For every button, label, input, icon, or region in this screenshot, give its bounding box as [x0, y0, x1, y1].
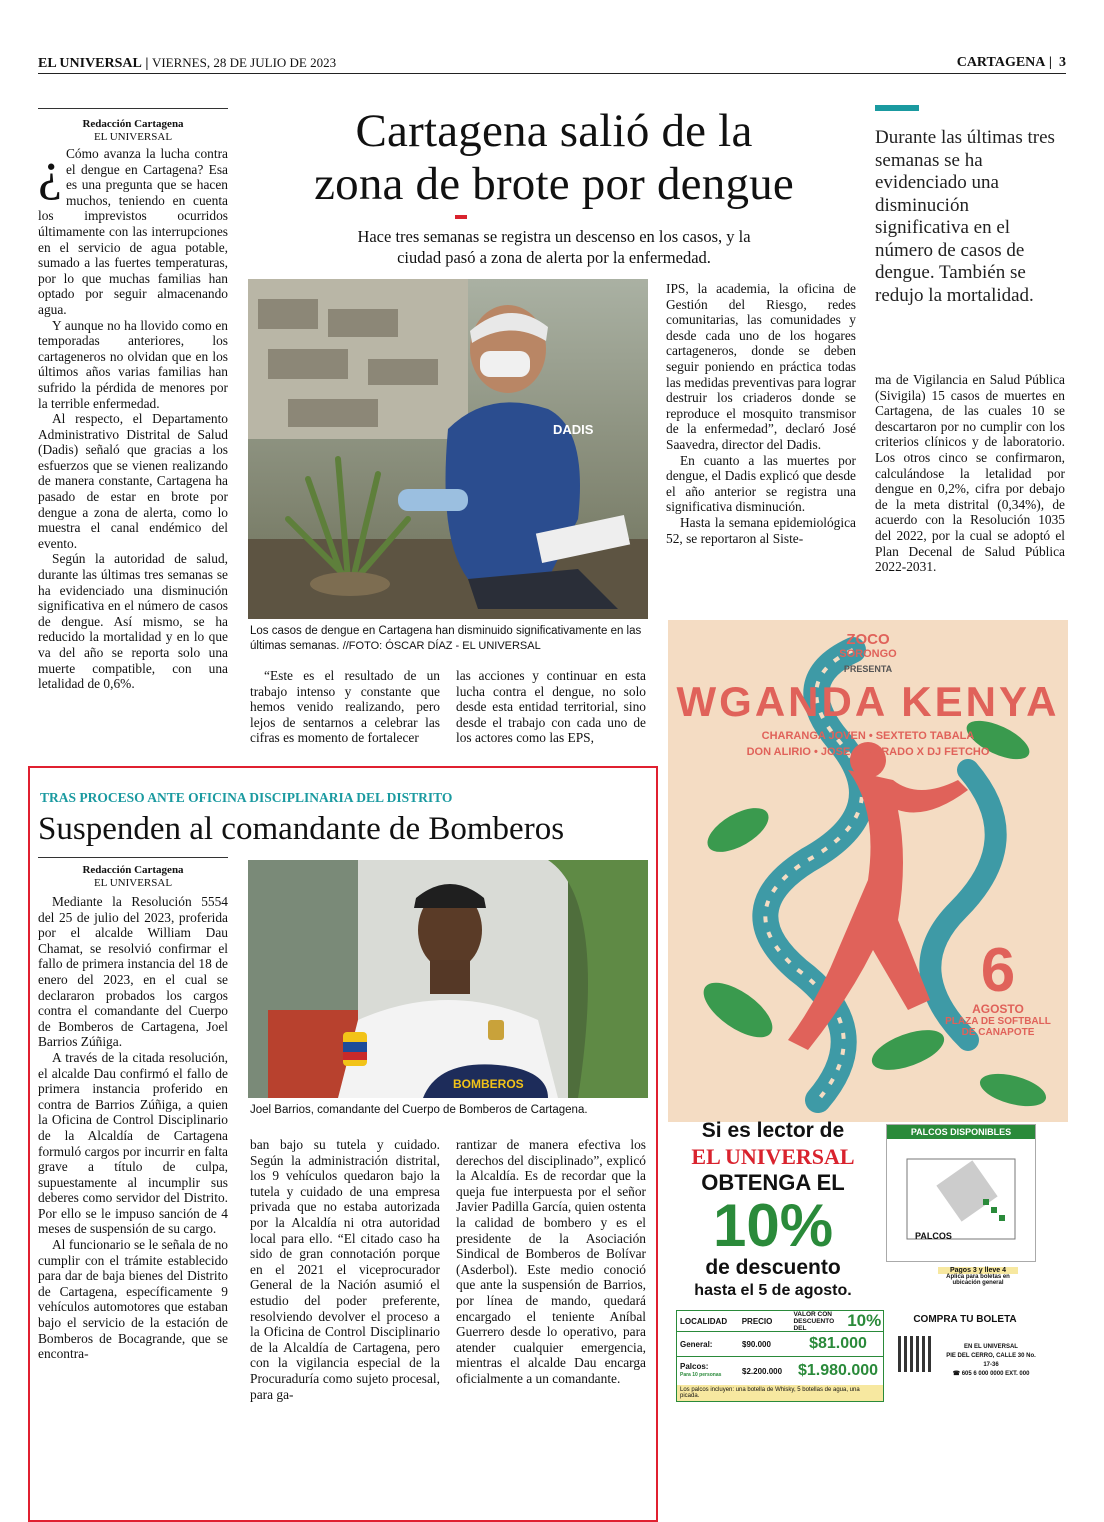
main-caption: Los casos de dengue en Cartagena han disminuido significativamente en las últimas semanas. //FOTO: ÓSCAR DÍAZ - EL UNIVERSAL [250, 625, 642, 652]
promo-text: Si es lector de EL UNIVERSAL OBTENGA EL 10% de descuento hasta el 5 de agosto. [691, 1119, 855, 1299]
dengue-photo [248, 279, 648, 619]
bomberos-kicker: TRAS PROCESO ANTE OFICINA DISCIPLINARIA DEL DISTRITO [40, 790, 453, 805]
buy-label: COMPRA TU BOLETA [913, 1314, 1017, 1325]
vest-logo: DADIS [553, 422, 594, 437]
ad-date: 6 AGOSTO PLAZA DE SOFTBALL DE CANAPOTE [945, 936, 1051, 1038]
venue-map [886, 1124, 1036, 1262]
page-header [38, 55, 1066, 73]
ad-lineup: CHARANGA JOVEN • SEXTETO TABALA DON ALIRIO • JOSE ALVARADO X DJ FETCHO [746, 730, 990, 758]
byline: Redacción Cartagena EL UNIVERSAL [82, 118, 184, 143]
photo-illustration [248, 279, 648, 619]
main-col1: ¿ Cómo avanza la lucha contra el dengue en Cartagena? Esa es una pregunta que se hacen muchos, teniendo en cuenta los imprevistos ocurridos últimamente con las interrupciones en el servicio de agua potable, sumado a las fuertes temperaturas, por lo que muchas familias han optado por seguir almacenando agua. Y aunque no ha llovido como en temporadas anteriores, los cartageneros no olvidan que en los últimos años varias familias han sufrido la pérdida de menores por la terrible enfermedad. Al respecto, el Departamento Administrativo Distrital de Salud (Dadis) señaló que gracias a los esfuerzos que se vienen realizando de manera constante, Cartagena ha pasado de estar en brote por dengue a zona de alerta, como lo muestra el canal endémico del evento. Según la autoridad de salud, durante las últimas tres semanas se ha evidenciado una disminución significativa en el número de casos de dengue. Así mismo, se ha reducido la mortalidad y en lo que va del año se reporta solo una muerte compatible, con una letalidad de 0,6%. [38, 141, 228, 692]
bomberos-byline-rule [38, 857, 228, 858]
ad-headliner: WGANDA KENYA [676, 678, 1060, 725]
address: EN EL UNIVERSAL PIE DEL CERRO, CALLE 30 No. 17-36 ☎ 605 6 000 0000 EXT. 000 [946, 1344, 1036, 1377]
header-sep: | [145, 56, 149, 71]
header-rule [38, 73, 1066, 74]
bomberos-col1: Mediante la Resolución 5554 del 25 de julio del 2023, proferida por el alcalde William Dau Chamat, se resolvió confirmar el fallo de primera instancia del 18 de enero del 2023, en el cual se declararon probados los cargos contra el comandante del Cuerpo de Bomberos de Cartagena, Joel Barrios Zúñiga. A través de la citada resolución, el alcalde Dau confirmó el fallo de primera instancia proferido en contra de Barrios Zúñiga, a quien la Oficina de Control Disciplinario de la Alcaldía de Cartagena formuló cargos por incurrir en falta grave a título de culpa, supuestamente al incumplir sus deberes como servidor del Distrito. Por ello se le impuso sanción de 4 meses de suspensión de su cargo. Al funcionario se le señala de no cumplir con el trámite establecido para dar de baja bienes del Distrito de Cartagena, específicamente 9 vehículos automotores que estaban bajo el servicio de la estación de Bomberos de Bocagrande, que se encontra- [38, 894, 228, 1362]
map-label: PALCOS [915, 1231, 952, 1241]
bomberos-title: Suspenden al comandante de Bomberos [38, 811, 565, 847]
paper-name: EL UNIVERSAL [38, 56, 142, 71]
bomberos-col3: rantizar de manera efectiva los derechos del disciplinado”, explicó la Alcaldía. Es de recordar que la queja fue interpuesta por el señor Javier Padilla García, quien ostenta la calidad de bombero y es el presidente de la Asociación Sindical de Bomberos de Bolívar (Asderbol). Este medio conoció que ante la suspensión de Barrios, por línea de mando, quedará encargado el teniente Aníbal Guerrero desde lo operativo, para atender cualquier emergencia, mientras el alcalde Dau encarga oficialmente a un comandante. [456, 1137, 646, 1386]
ad-brand: ZOCO SORONGO PRESENTA [839, 631, 897, 674]
deck: Hace tres semanas se registra un descenso en los casos, y la ciudad pasó a zona de alerta por la enfermedad. [357, 227, 751, 267]
map-title: PALCOS DISPONIBLES [887, 1125, 1035, 1139]
headline: Cartagena salió de la zona de brote por dengue [314, 105, 794, 210]
qr-code [898, 1336, 934, 1372]
bomberos-byline: Redacción Cartagena EL UNIVERSAL [82, 864, 184, 889]
pull-quote-accent [875, 105, 919, 111]
pay-box: Pagos 3 y lleve 4 Aplica para boletas en ubicación general [938, 1267, 1018, 1286]
bomberos-caption: Joel Barrios, comandante del Cuerpo de Bomberos de Cartagena. [250, 1104, 588, 1116]
price-table: LOCALIDAD PRECIO VALOR CON DESCUENTO DEL 10% General: $90.000 $81.000 Palcos: Para 10 personas $2.200.000 $1.980.000 Los palcos incluyen: una botella de Whisky, 5 botellas de agua, una picada. [676, 1310, 884, 1402]
header-date: VIERNES, 28 DE JULIO DE 2023 [151, 55, 337, 70]
main-col3: “Este es el resultado de un trabajo intenso y constante que hemos venido realizando, pero lejos de sentarnos a celebrar las cifras es momento de fortalecer [250, 668, 440, 746]
main-col4: las acciones y continuar en esta lucha contra el dengue, no solo desde esta entidad territorial, sino desde el trabajo con cada uno de los actores como las EPS, [456, 668, 646, 746]
drop-cap: ¿ [38, 141, 62, 201]
headline-mark [455, 215, 467, 219]
main-col6: ma de Vigilancia en Salud Pública (Sivigila) 15 casos de muertes en Cartagena, de las cuales 10 se descartaron por no cumplir con los criterios clínicos y de laboratorio. Los otros cinco se confirmaron, calculándose la letalidad por dengue en 0,2%, cifra por debajo de la meta distrital (0,34%), de acuerdo con la Resolución 1035 del 2022, por la cual se adoptó el Plan Decenal de Salud Pública 2022-2031. [875, 372, 1065, 575]
cap-text: BOMBEROS [453, 1077, 524, 1091]
page-number: 3 [1059, 55, 1066, 70]
bomberos-col2: ban bajo su tutela y cuidado. Según la administración distrital, los 9 vehículos quedaron bajo la tutela y cuidado de una empresa privada que no estaba autorizada por la Alcaldía ni otra autoridad local para ello. “El citado caso ha sido de gran connotación porque en el 2021 el viceprocurador General de la Nación asumió el estudio del poder preferente, resolviendo devolver el proceso a la Oficina de Control Disciplinario de la Alcaldía de Cartagena, pero con la vigilancia especial de la Procuraduría como sujeto procesal, para ga- [250, 1137, 440, 1402]
byline-rule [38, 108, 228, 109]
concert-ad [668, 620, 1068, 1122]
pull-quote: Durante las últimas tres semanas se ha evidenciado una disminución significativa en el número de casos de dengue. También se redujo la mortalidad. [875, 127, 1055, 306]
bomberos-photo [248, 860, 648, 1098]
main-col5: IPS, la academia, la oficina de Gestión del Riesgo, redes comunitarias, las comunidades y desde cada uno de los hogares cartageneros, donde se deben seguir poniendo en práctica todas las medidas preventivas para lograr destruir los criaderos donde se reproduce el mosquito transmisor de la enfermedad”, declaró José Saavedra, director del Dadis. En cuanto a las muertes por dengue, el Dadis explicó que desde el año anterior se registra una significativa disminución. Hasta la semana epidemiológica 52, se reportaron al Siste- [666, 281, 856, 546]
section-label: CARTAGENA | 3 [956, 55, 1066, 70]
